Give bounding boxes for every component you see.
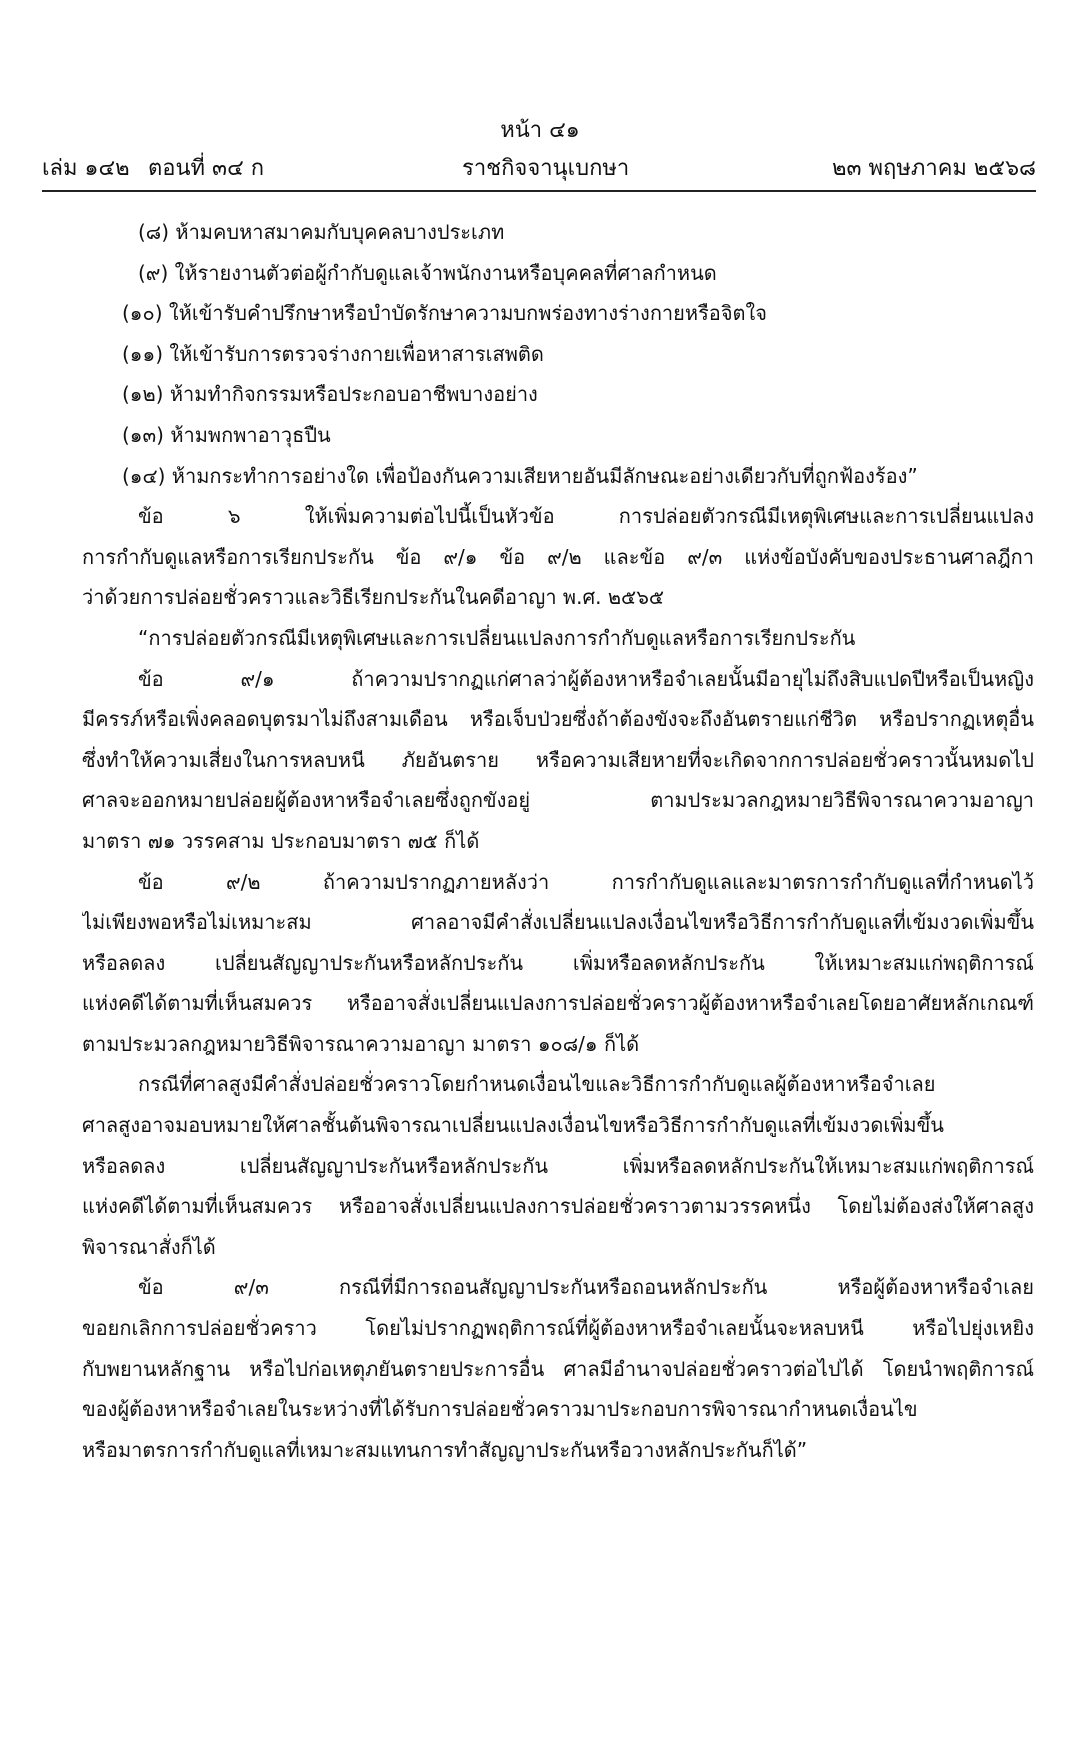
text-line: ไม่เพียงพอหรือไม่เหมาะสม ศาลอาจมีคำสั่งเปลี่ยนแปลงเงื่อนไขหรือวิธีการกำกับดูแลที่เข้มงวดเพิ่มขึ้น xyxy=(82,910,1034,935)
text-line: (๑๒) ห้ามทำกิจกรรมหรือประกอบอาชีพบางอย่าง xyxy=(122,382,538,407)
header-divider xyxy=(42,190,1036,192)
gazette-header xyxy=(42,150,1036,186)
text-line: หรือลดลง เปลี่ยนสัญญาประกันหรือหลักประกัน เพิ่มหรือลดหลักประกันให้เหมาะสมแก่พฤติการณ์ xyxy=(82,1153,1034,1178)
issue-number: ตอนที่ ๓๔ ก xyxy=(148,156,265,181)
text-line: ขอยกเลิกการปล่อยชั่วคราว โดยไม่ปรากฏพฤติการณ์ที่ผู้ต้องหาหรือจำเลยนั้นจะหลบหนี หรือไปยุ่งเหยิง xyxy=(82,1316,1034,1341)
text-line: ข้อ ๙/๓ กรณีที่มีการถอนสัญญาประกันหรือถอนหลักประกัน หรือผู้ต้องหาหรือจำเลย xyxy=(138,1275,1034,1300)
text-line: ซึ่งทำให้ความเสี่ยงในการหลบหนี ภัยอันตราย หรือความเสียหายที่จะเกิดจากการปล่อยชั่วคราวนั้นหมดไป xyxy=(82,747,1034,772)
text-line: หรือลดลง เปลี่ยนสัญญาประกันหรือหลักประกัน เพิ่มหรือลดหลักประกัน ให้เหมาะสมแก่พฤติการณ์ xyxy=(82,950,1034,975)
text-line: (๑๑) ให้เข้ารับการตรวจร่างกายเพื่อหาสารเสพติด xyxy=(122,341,544,366)
text-line: กรณีที่ศาลสูงมีคำสั่งปล่อยชั่วคราวโดยกำหนดเงื่อนไขและวิธีการกำกับดูแลผู้ต้องหาหรือจำเลย xyxy=(138,1072,936,1097)
text-line: “การปล่อยตัวกรณีมีเหตุพิเศษและการเปลี่ยนแปลงการกำกับดูแลหรือการเรียกประกัน xyxy=(138,625,856,650)
text-line: ข้อ ๙/๑ ถ้าความปรากฏแก่ศาลว่าผู้ต้องหาหรือจำเลยนั้นมีอายุไม่ถึงสิบแปดปีหรือเป็นหญิง xyxy=(138,666,1034,691)
text-line: พิจารณาสั่งก็ได้ xyxy=(82,1234,216,1259)
text-line: ตามประมวลกฎหมายวิธีพิจารณาความอาญา มาตรา ๑๐๘/๑ ก็ได้ xyxy=(82,1031,640,1056)
text-line: แห่งคดีได้ตามที่เห็นสมควร หรืออาจสั่งเปลี่ยนแปลงการปล่อยชั่วคราวผู้ต้องหาหรือจำเลยโดยอาศัยหลักเกณฑ์ xyxy=(82,991,1034,1016)
text-line: ศาลสูงอาจมอบหมายให้ศาลชั้นต้นพิจารณาเปลี่ยนแปลงเงื่อนไขหรือวิธีการกำกับดูแลที่เข้มงวดเพิ่มขึ้น xyxy=(82,1113,944,1138)
page-number: หน้า ๔๑ xyxy=(500,118,580,143)
text-line: (๑๐) ให้เข้ารับคำปรึกษาหรือบำบัดรักษาความบกพร่องทางร่างกายหรือจิตใจ xyxy=(122,301,768,326)
document-body xyxy=(82,212,1034,1470)
text-line: มีครรภ์หรือเพิ่งคลอดบุตรมาไม่ถึงสามเดือน หรือเจ็บป่วยซึ่งถ้าต้องขังจะถึงอันตรายแก่ชีวิต หรือปรากฏเหตุอื่น xyxy=(82,707,1034,732)
text-line: ข้อ ๙/๒ ถ้าความปรากฏภายหลังว่า การกำกับดูแลและมาตรการกำกับดูแลที่กำหนดไว้ xyxy=(138,869,1034,894)
text-line: แห่งคดีได้ตามที่เห็นสมควร หรืออาจสั่งเปลี่ยนแปลงการปล่อยชั่วคราวตามวรรคหนึ่ง โดยไม่ต้องส่งให้ศาลสูง xyxy=(82,1194,1034,1219)
publication-title: ราชกิจจานุเบกษา xyxy=(462,156,630,181)
text-line: ข้อ ๖ ให้เพิ่มความต่อไปนี้เป็นหัวข้อ การปล่อยตัวกรณีมีเหตุพิเศษและการเปลี่ยนแปลง xyxy=(138,504,1034,529)
text-line: (๙) ให้รายงานตัวต่อผู้กำกับดูแลเจ้าพนักงานหรือบุคคลที่ศาลกำหนด xyxy=(138,260,717,285)
text-line: หรือมาตรการกำกับดูแลที่เหมาะสมแทนการทำสัญญาประกันหรือวางหลักประกันก็ได้” xyxy=(82,1437,808,1462)
text-line: (๘) ห้ามคบหาสมาคมกับบุคคลบางประเภท xyxy=(138,220,505,244)
text-line: ว่าด้วยการปล่อยชั่วคราวและวิธีเรียกประกันในคดีอาญา พ.ศ. ๒๕๖๕ xyxy=(82,585,665,610)
text-line: (๑๓) ห้ามพกพาอาวุธปืน xyxy=(122,422,331,447)
text-line: ศาลจะออกหมายปล่อยผู้ต้องหาหรือจำเลยซึ่งถูกขังอยู่ ตามประมวลกฎหมายวิธีพิจารณาความอาญา xyxy=(82,788,1034,813)
volume-number: เล่ม ๑๔๒ xyxy=(42,156,130,181)
publication-date: ๒๓ พฤษภาคม ๒๕๖๘ xyxy=(831,156,1036,181)
text-line: กับพยานหลักฐาน หรือไปก่อเหตุภยันตรายประการอื่น ศาลมีอำนาจปล่อยชั่วคราวต่อไปได้ โดยนำพฤติการณ์ xyxy=(82,1356,1034,1381)
text-line: (๑๔) ห้ามกระทำการอย่างใด เพื่อป้องกันความเสียหายอันมีลักษณะอย่างเดียวกับที่ถูกฟ้องร้อง” xyxy=(122,463,918,488)
text-line: การกำกับดูแลหรือการเรียกประกัน ข้อ ๙/๑ ข้อ ๙/๒ และข้อ ๙/๓ แห่งข้อบังคับของประธานศาลฎีกา xyxy=(82,544,1034,569)
text-line: ของผู้ต้องหาหรือจำเลยในระหว่างที่ได้รับการปล่อยชั่วคราวมาประกอบการพิจารณากำหนดเงื่อนไข xyxy=(82,1397,918,1422)
text-line: มาตรา ๗๑ วรรคสาม ประกอบมาตรา ๗๕ ก็ได้ xyxy=(82,828,480,853)
